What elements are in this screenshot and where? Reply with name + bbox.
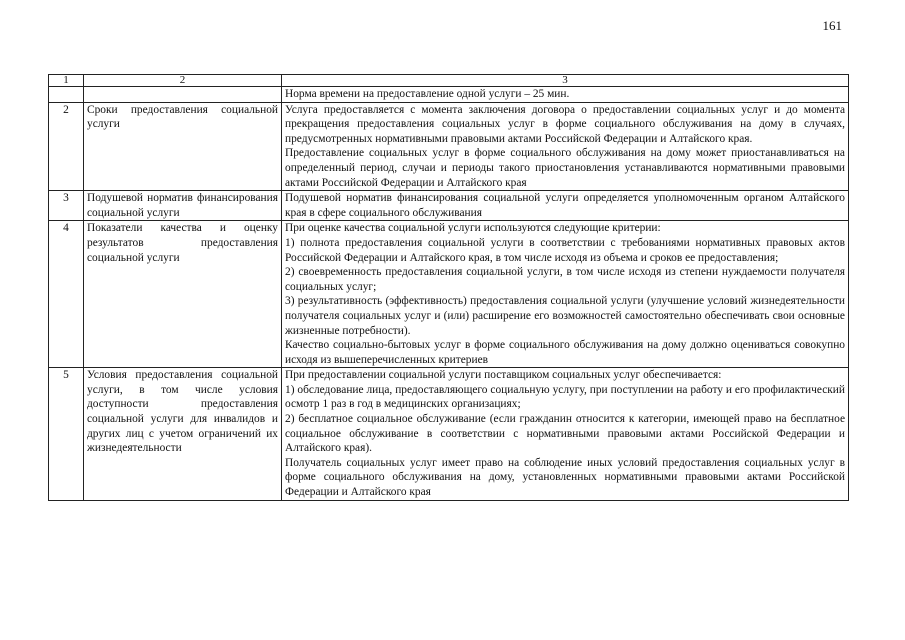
table-header-row [49, 75, 849, 87]
description-paragraph: 1) полнота предоставления социальной услуги в соответствии с требованиями нормативных правовых актов Российской Федерации и Алтайского края, в том числе исходя из объема и сроков ее предоставления; [285, 236, 845, 264]
services-table [48, 74, 849, 501]
row-number-cell: 4 [49, 221, 84, 368]
description-paragraph: Качество социально-бытовых услуг в форме социального обслуживания на дому должно оцениваться совокупно исходя из вышеперечисленных критериев [285, 339, 845, 366]
description-paragraph: Услуга предоставляется с момента заключения договора о предоставлении социальных услуг и до момента прекращения предоставления социальных услуг в форме социального обслуживания на дому в случаях, предусмотренных нормативными правовыми актами Российской Федерации и Алтайского края. [285, 103, 845, 145]
column-header-number: 1 [49, 75, 84, 87]
description-paragraph: Получатель социальных услуг имеет право на соблюдение иных условий предоставления социальных услуг в форме социального обслуживания на дому, установленных нормативными правовыми актами Российской Федерации и Алтайского края [285, 456, 845, 499]
row-name-cell: Условия предоставления социальной услуги, в том числе условия доступности предоставления социальной услуги для инвалидов и других лиц с учетом ограничений их жизнедеятельности [84, 368, 282, 500]
row-description-cell [282, 221, 849, 368]
description-paragraph: 2) бесплатное социальное обслуживание (если гражданин относится к категории, имеющей право на бесплатное социальное обслуживание в соответствии с нормативными правовыми актами Российской Федерации и Алтайского края). [285, 413, 845, 455]
table-row [49, 368, 849, 500]
table-row [49, 221, 849, 368]
column-header-description: 3 [282, 75, 849, 87]
table-row [49, 102, 849, 191]
row-name-cell: Подушевой норматив финансирования социальной услуги [84, 191, 282, 221]
description-paragraph: Предоставление социальных услуг в форме социального обслуживания на дому может приостанавливаться на определенный период, случаи и периоды такого приостановления устанавливаются нормативными правовыми актами Российской Федерации и Алтайского края [285, 147, 845, 189]
row-name-cell: Сроки предоставления социальной услуги [84, 102, 282, 191]
description-paragraph: При оценке качества социальной услуги используются следующие критерии: [285, 222, 661, 235]
row-description-cell [282, 368, 849, 500]
table-row-continuation [49, 87, 849, 103]
page-number: 161 [822, 18, 842, 33]
row-number-cell: 5 [49, 368, 84, 500]
description-paragraph: При предоставлении социальной услуги поставщиком социальных услуг обеспечивается: [285, 369, 722, 382]
row-number-cell [49, 87, 84, 103]
description-paragraph: 2) своевременность предоставления социальной услуги, в том числе исходя из степени нуждаемости получателя социальных услуг; [285, 266, 845, 293]
row-description-cell [282, 191, 849, 221]
description-paragraph: Подушевой норматив финансирования социальной услуги определяется уполномоченным органом Алтайского края в сфере социального обслуживания [285, 192, 845, 219]
row-number-cell: 2 [49, 102, 84, 191]
column-header-name: 2 [84, 75, 282, 87]
row-name-cell: Показатели качества и оценку результатов предоставления социальной услуги [84, 221, 282, 368]
row-name-cell [84, 87, 282, 103]
table-row [49, 191, 849, 221]
continuation-text: Норма времени на предоставление одной услуги – 25 мин. [285, 88, 570, 100]
description-paragraph: 1) обследование лица, предоставляющего социальную услугу, при поступлении на работу и его профилактический осмотр 1 раз в год в медицинских организациях; [285, 383, 845, 411]
row-description-cell [282, 102, 849, 191]
row-description-cell [282, 87, 849, 103]
row-number-cell: 3 [49, 191, 84, 221]
description-paragraph: 3) результативность (эффективность) предоставления социальной услуги (улучшение условий жизнедеятельности получателя социальных услуг и (или) расширение его возможностей самостоятельно обеспечивать свои основные жизненные потребности). [285, 295, 845, 337]
